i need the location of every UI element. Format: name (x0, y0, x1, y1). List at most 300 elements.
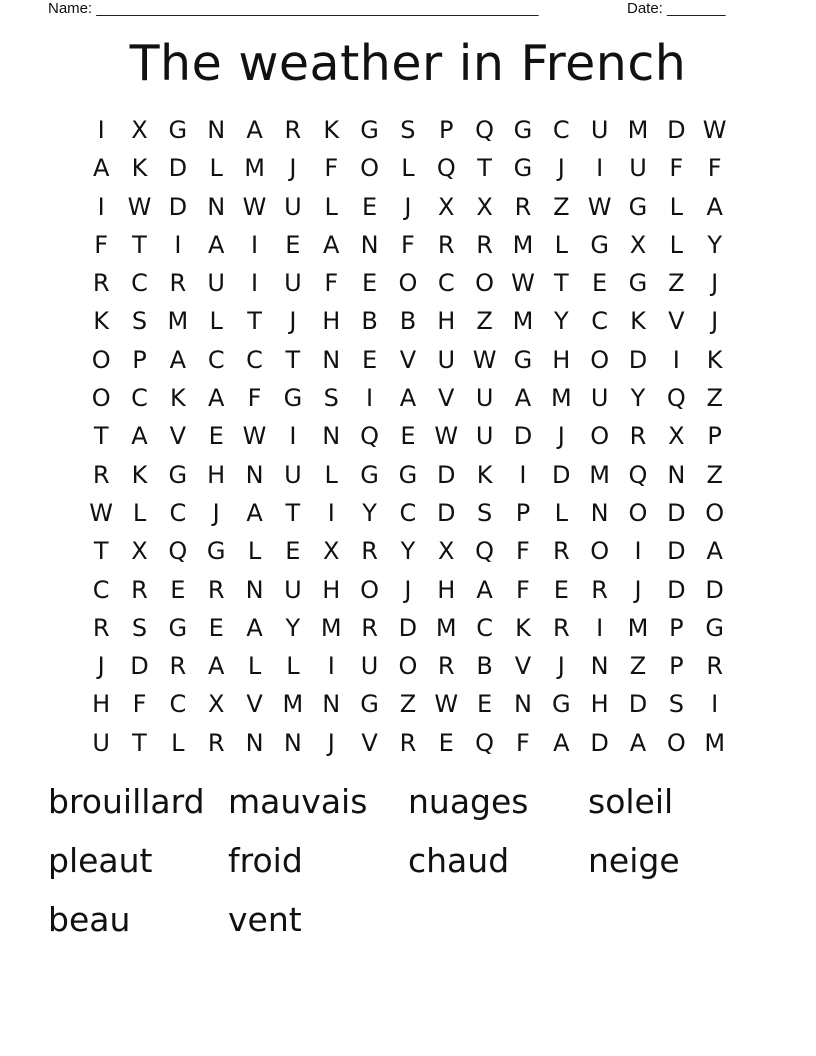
grid-letter: X (476, 192, 493, 221)
grid-letter: R (552, 537, 570, 566)
grid-letter: R (361, 537, 378, 566)
grid-letter: A (514, 384, 532, 413)
grid-letter: I (711, 690, 719, 719)
grid-row (82, 302, 734, 340)
grid-letter: D (667, 116, 686, 144)
grid-letter: M (512, 230, 534, 259)
grid-letter: J (289, 154, 297, 183)
grid-letter: R (92, 269, 110, 298)
grid-letter: M (627, 116, 649, 144)
grid-letter: M (589, 460, 610, 489)
grid-letter: V (399, 345, 417, 374)
grid-letter: O (398, 652, 418, 681)
grid-letter: L (286, 652, 300, 681)
grid-letter: O (91, 345, 111, 374)
word-list-item: neige (588, 841, 680, 880)
grid-letter: K (515, 613, 531, 642)
grid-letter: C (476, 613, 493, 642)
word-list-item: mauvais (228, 782, 368, 821)
grid-letter: D (513, 422, 533, 451)
grid-letter: E (285, 537, 301, 566)
grid-letter: W (702, 116, 727, 144)
grid-letter: M (167, 307, 189, 336)
grid-letter: J (97, 652, 105, 681)
grid-letter: F (516, 728, 530, 757)
grid-letter: N (513, 690, 532, 719)
grid-letter: W (587, 192, 612, 221)
grid-letter: L (324, 460, 338, 489)
grid-letter: H (437, 307, 456, 336)
grid-letter: Z (706, 384, 723, 413)
grid-letter: A (131, 422, 148, 451)
grid-letter: X (438, 537, 455, 566)
grid-letter: U (360, 652, 379, 681)
word-list-item: brouillard (48, 782, 205, 821)
grid-letter: F (516, 537, 530, 566)
grid-letter: A (169, 345, 187, 374)
grid-letter: N (322, 345, 341, 374)
grid-letter: A (92, 154, 110, 183)
grid-letter: D (398, 613, 418, 642)
word-list-item: vent (228, 900, 302, 939)
grid-letter: L (324, 192, 338, 221)
grid-letter: G (513, 345, 533, 374)
grid-letter: D (552, 460, 571, 489)
letter-grid (82, 111, 734, 762)
grid-letter: L (554, 498, 568, 527)
grid-letter: N (322, 690, 341, 719)
grid-letter: A (246, 498, 263, 527)
grid-letter: H (207, 460, 226, 489)
grid-letter: M (512, 307, 534, 336)
grid-letter: Q (436, 154, 456, 183)
grid-letter: O (590, 422, 610, 451)
grid-row (82, 571, 734, 609)
grid-letter: N (283, 728, 302, 757)
grid-letter: T (132, 728, 147, 757)
grid-letter: F (516, 575, 530, 604)
header-line (48, 0, 748, 20)
grid-letter: Z (476, 307, 493, 336)
grid-letter: Y (362, 498, 377, 527)
grid-letter: A (399, 384, 417, 413)
grid-letter: U (207, 269, 225, 298)
grid-letter: H (437, 575, 456, 604)
grid-letter: L (209, 154, 223, 183)
grid-letter: J (634, 575, 642, 604)
grid-letter: O (666, 728, 686, 757)
grid-letter: B (476, 652, 493, 681)
grid-letter: C (131, 384, 148, 413)
name-field: Name: _____________________________________________________ (48, 0, 539, 17)
grid-letter: N (360, 230, 379, 259)
grid-letter: D (628, 690, 648, 719)
grid-letter: R (399, 728, 417, 757)
grid-letter: F (247, 384, 262, 413)
grid-letter: P (669, 613, 684, 642)
grid-letter: S (131, 613, 148, 642)
grid-letter: K (476, 460, 493, 489)
grid-row (82, 226, 734, 264)
grid-letter: G (628, 192, 648, 221)
grid-letter: Z (668, 269, 685, 298)
grid-letter: E (400, 422, 416, 451)
grid-letter: X (438, 192, 455, 221)
grid-letter: I (251, 230, 259, 259)
grid-letter: J (557, 154, 565, 183)
grid-letter: A (553, 728, 570, 757)
grid-letter: C (207, 345, 225, 374)
grid-row (82, 647, 734, 685)
grid-letter: E (361, 192, 378, 221)
grid-letter: D (437, 498, 456, 527)
grid-letter: J (327, 728, 335, 757)
grid-letter: I (366, 384, 374, 413)
grid-letter: T (132, 230, 147, 259)
grid-letter: D (168, 154, 188, 183)
grid-letter: S (131, 307, 148, 336)
grid-letter: H (590, 690, 609, 719)
grid-letter: X (323, 537, 340, 566)
grid-letter: X (207, 690, 225, 719)
grid-letter: I (519, 460, 527, 489)
grid-letter: G (590, 230, 609, 259)
grid-letter: I (596, 613, 604, 642)
grid-letter: N (667, 460, 686, 489)
grid-letter: V (246, 690, 263, 719)
grid-letter: J (557, 652, 565, 681)
grid-letter: P (439, 116, 454, 144)
grid-letter: C (399, 498, 417, 527)
word-list-item: chaud (408, 841, 510, 880)
grid-letter: Z (399, 690, 417, 719)
grid-row (82, 111, 734, 149)
grid-letter: M (244, 154, 265, 183)
grid-letter: L (171, 728, 185, 757)
grid-letter: O (590, 345, 610, 374)
grid-letter: D (667, 498, 686, 527)
grid-letter: F (707, 154, 722, 183)
grid-letter: A (207, 384, 225, 413)
word-list-item: pleaut (48, 841, 153, 880)
grid-letter: E (285, 230, 301, 259)
grid-letter: U (590, 116, 609, 144)
grid-letter: K (131, 460, 148, 489)
grid-letter: D (667, 575, 686, 604)
grid-letter: G (705, 613, 724, 642)
date-field: Date: _______ (627, 0, 726, 17)
grid-row (82, 264, 734, 302)
grid-letter: A (706, 192, 723, 221)
grid-letter: S (476, 498, 493, 527)
grid-letter: Q (360, 422, 380, 451)
grid-letter: C (92, 575, 110, 604)
grid-letter: C (131, 269, 148, 298)
grid-letter: O (398, 269, 418, 298)
grid-letter: G (168, 613, 188, 642)
grid-letter: V (438, 384, 455, 413)
grid-letter: Y (553, 307, 569, 336)
grid-letter: N (322, 422, 341, 451)
grid-letter: W (511, 269, 535, 298)
grid-letter: A (207, 230, 225, 259)
grid-letter: R (437, 230, 455, 259)
grid-letter: N (590, 652, 609, 681)
grid-letter: T (93, 537, 109, 566)
grid-letter: R (131, 575, 148, 604)
grid-letter: U (284, 460, 302, 489)
grid-letter: M (704, 728, 726, 757)
grid-letter: O (590, 537, 610, 566)
grid-letter: R (207, 728, 225, 757)
grid-letter: O (628, 498, 648, 527)
grid-letter: R (437, 652, 455, 681)
grid-letter: E (208, 613, 224, 642)
grid-letter: W (472, 345, 497, 374)
word-list-item: beau (48, 900, 131, 939)
word-list-item: froid (228, 841, 303, 880)
grid-letter: R (207, 575, 225, 604)
grid-letter: O (91, 384, 111, 413)
grid-letter: D (437, 460, 456, 489)
grid-letter: V (361, 728, 378, 757)
grid-letter: Z (553, 192, 570, 221)
grid-letter: R (92, 613, 110, 642)
grid-letter: L (247, 537, 262, 566)
grid-letter: Y (400, 537, 416, 566)
grid-letter: I (327, 652, 335, 681)
grid-letter: A (629, 728, 647, 757)
word-list-item: nuages (408, 782, 529, 821)
grid-letter: X (668, 422, 685, 451)
grid-letter: Q (475, 116, 495, 144)
grid-letter: N (590, 498, 609, 527)
grid-letter: U (475, 384, 494, 413)
grid-letter: Q (475, 537, 495, 566)
grid-letter: J (404, 192, 412, 221)
grid-letter: F (669, 154, 684, 183)
grid-letter: G (168, 460, 188, 489)
grid-letter: L (669, 230, 684, 259)
grid-letter: A (706, 537, 723, 566)
grid-letter: P (132, 345, 147, 374)
grid-letter: W (242, 422, 267, 451)
grid-letter: A (323, 230, 340, 259)
grid-letter: G (398, 460, 418, 489)
grid-letter: X (629, 230, 647, 259)
grid-letter: R (552, 613, 570, 642)
grid-letter: L (401, 154, 415, 183)
grid-letter: J (289, 307, 297, 336)
grid-letter: Z (706, 460, 723, 489)
grid-letter: X (131, 116, 148, 144)
grid-letter: Z (629, 652, 647, 681)
grid-letter: Q (628, 460, 648, 489)
grid-row (82, 341, 734, 379)
grid-letter: D (705, 575, 724, 604)
grid-letter: G (551, 690, 571, 719)
grid-letter: U (475, 422, 494, 451)
grid-letter: I (327, 498, 335, 527)
grid-letter: U (590, 384, 609, 413)
grid-letter: C (169, 690, 187, 719)
grid-letter: J (404, 575, 412, 604)
grid-row (82, 494, 734, 532)
grid-letter: A (476, 575, 493, 604)
grid-letter: U (92, 728, 110, 757)
grid-letter: T (247, 307, 262, 336)
grid-letter: N (207, 116, 226, 144)
grid-letter: G (513, 154, 533, 183)
grid-letter: M (435, 613, 457, 642)
grid-letter: R (361, 613, 378, 642)
word-list-item: soleil (588, 782, 674, 821)
grid-letter: K (93, 307, 110, 336)
grid-letter: P (669, 652, 684, 681)
grid-letter: Q (666, 384, 686, 413)
grid-letter: H (92, 690, 111, 719)
grid-letter: W (127, 192, 152, 221)
grid-letter: I (634, 537, 642, 566)
grid-letter: Q (168, 537, 188, 566)
grid-letter: V (514, 652, 532, 681)
grid-letter: K (169, 384, 186, 413)
grid-letter: I (596, 154, 604, 183)
grid-letter: A (207, 652, 225, 681)
grid-letter: S (400, 116, 416, 144)
grid-letter: I (672, 345, 680, 374)
grid-row (82, 149, 734, 187)
grid-letter: D (590, 728, 609, 757)
grid-letter: N (245, 575, 264, 604)
grid-row (82, 188, 734, 226)
grid-letter: G (628, 269, 648, 298)
grid-letter: E (170, 575, 186, 604)
grid-letter: J (212, 498, 220, 527)
grid-letter: U (284, 575, 302, 604)
grid-letter: E (477, 690, 493, 719)
grid-letter: E (361, 269, 378, 298)
grid-letter: G (206, 537, 226, 566)
grid-letter: B (361, 307, 378, 336)
grid-letter: F (324, 269, 339, 298)
page-title: The weather in French (129, 35, 687, 92)
grid-letter: R (706, 652, 724, 681)
grid-letter: C (437, 269, 455, 298)
grid-letter: O (360, 575, 380, 604)
grid-letter: L (554, 230, 568, 259)
grid-letter: E (553, 575, 569, 604)
grid-letter: G (283, 384, 303, 413)
grid-letter: F (132, 690, 147, 719)
grid-row (82, 532, 734, 570)
grid-letter: D (628, 345, 648, 374)
grid-letter: Q (475, 728, 495, 757)
grid-letter: H (552, 345, 571, 374)
grid-row (82, 685, 734, 723)
grid-letter: F (94, 230, 109, 259)
grid-letter: G (360, 116, 379, 144)
grid-letter: W (242, 192, 267, 221)
grid-letter: K (323, 116, 340, 144)
grid-letter: Y (707, 230, 722, 259)
grid-letter: I (174, 230, 182, 259)
grid-letter: J (711, 269, 719, 298)
grid-letter: F (401, 230, 415, 259)
grid-letter: R (169, 652, 187, 681)
grid-letter: R (169, 269, 187, 298)
grid-letter: R (284, 116, 302, 144)
grid-letter: H (322, 307, 341, 336)
grid-letter: C (169, 498, 187, 527)
grid-letter: R (514, 192, 532, 221)
grid-letter: K (706, 345, 723, 374)
grid-letter: M (550, 384, 572, 413)
grid-letter: N (245, 460, 264, 489)
grid-letter: C (591, 307, 609, 336)
grid-letter: Y (630, 384, 646, 413)
grid-letter: C (552, 116, 570, 144)
grid-letter: S (668, 690, 684, 719)
grid-letter: K (630, 307, 646, 336)
grid-letter: R (92, 460, 110, 489)
grid-letter: E (208, 422, 224, 451)
grid-letter: L (669, 192, 684, 221)
grid-letter: I (97, 192, 105, 221)
grid-letter: N (207, 192, 226, 221)
grid-letter: U (284, 192, 302, 221)
grid-letter: R (476, 230, 493, 259)
grid-letter: M (320, 613, 342, 642)
grid-letter: E (438, 728, 454, 757)
grid-letter: O (360, 154, 380, 183)
grid-letter: G (513, 116, 533, 144)
grid-letter: T (285, 498, 301, 527)
grid-letter: G (360, 460, 379, 489)
grid-letter: O (705, 498, 725, 527)
grid-letter: X (131, 537, 148, 566)
grid-letter: Y (285, 613, 301, 642)
grid-letter: T (477, 154, 492, 183)
grid-letter: E (592, 269, 608, 298)
grid-row (82, 456, 734, 494)
grid-letter: C (246, 345, 263, 374)
grid-letter: R (591, 575, 608, 604)
grid-row (82, 609, 734, 647)
grid-letter: H (322, 575, 341, 604)
grid-letter: U (284, 269, 302, 298)
grid-letter: I (97, 116, 105, 144)
grid-letter: W (89, 498, 114, 527)
word-list (48, 776, 768, 953)
grid-letter: V (668, 307, 685, 336)
grid-letter: U (629, 154, 647, 183)
grid-letter: M (627, 613, 649, 642)
grid-letter: W (434, 422, 459, 451)
grid-letter: I (289, 422, 297, 451)
grid-letter: M (282, 690, 304, 719)
grid-letter: P (515, 498, 531, 527)
grid-letter: K (131, 154, 148, 183)
grid-row (82, 417, 734, 455)
grid-letter: N (245, 728, 264, 757)
grid-letter: J (557, 422, 565, 451)
grid-letter: D (130, 652, 149, 681)
grid-letter: T (553, 269, 569, 298)
grid-letter: S (323, 384, 339, 413)
grid-letter: G (168, 116, 188, 144)
grid-letter: R (629, 422, 647, 451)
